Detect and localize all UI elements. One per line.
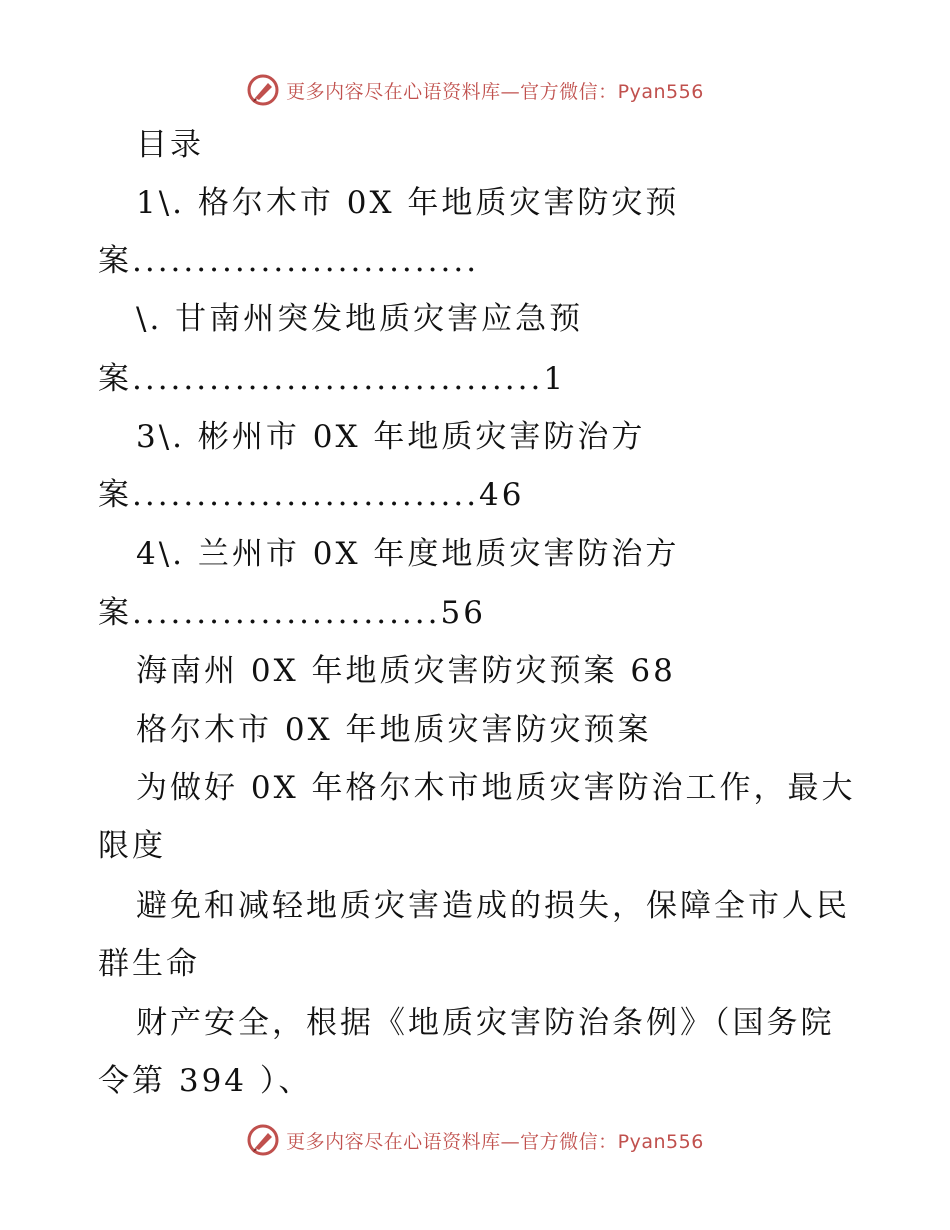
toc-entry-4: 4\. 兰州市 0X 年度地质灾害防治方 xyxy=(136,536,680,572)
body-paragraph-line: 财产安全，根据《地质灾害防治条例》（国务院 xyxy=(136,1005,835,1041)
toc-entry-4-leader: 案........................56 xyxy=(98,595,486,631)
body-paragraph-line: 避免和减轻地质灾害造成的损失，保障全市人民 xyxy=(136,888,850,924)
body-paragraph-line: 为做好 0X 年格尔木市地质灾害防治工作，最大 xyxy=(136,770,856,806)
header-watermark xyxy=(0,70,950,110)
pen-logo-icon xyxy=(246,73,280,107)
toc-entry-2: \. 甘南州突发地质灾害应急预 xyxy=(136,301,584,337)
toc-entry-2-leader: 案................................1 xyxy=(98,361,567,397)
section-title: 格尔木市 0X 年地质灾害防灾预案 xyxy=(136,712,652,748)
pen-logo-icon xyxy=(246,1123,280,1157)
toc-entry-3: 3\. 彬州市 0X 年地质灾害防治方 xyxy=(136,419,646,455)
toc-entry-5: 海南州 0X 年地质灾害防灾预案 68 xyxy=(136,653,676,689)
body-paragraph-line: 令第 394 ）、 xyxy=(98,1063,313,1099)
watermark-text: 更多内容尽在心语资料库—官方微信：Pyan556 xyxy=(286,1130,704,1153)
watermark-text: 更多内容尽在心语资料库—官方微信：Pyan556 xyxy=(286,80,704,103)
footer-watermark xyxy=(0,1120,950,1160)
toc-heading: 目录 xyxy=(136,127,204,163)
body-paragraph-line: 群生命 xyxy=(98,946,200,982)
toc-entry-1: 1\. 格尔木市 0X 年地质灾害防灾预 xyxy=(136,185,680,221)
toc-entry-1-leader: 案........................... xyxy=(98,243,480,279)
body-paragraph-line: 限度 xyxy=(98,828,166,864)
toc-entry-3-leader: 案...........................46 xyxy=(98,477,525,513)
